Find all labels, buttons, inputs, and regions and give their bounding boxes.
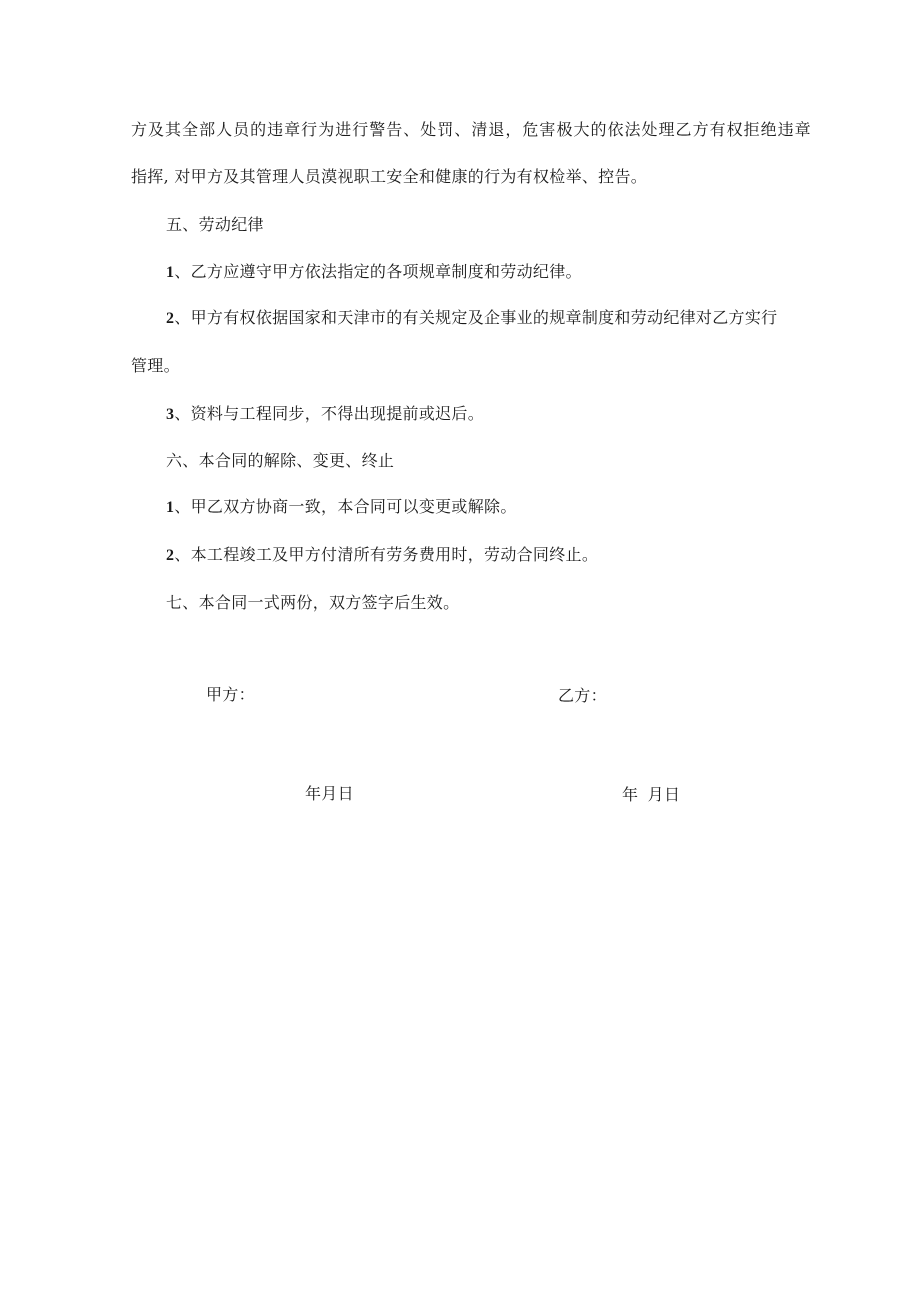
item-text: 、甲方有权依据国家和天津市的有关规定及企事业的规章制度和劳动纪律对乙方实行: [174, 308, 778, 327]
item-number: 2: [166, 547, 175, 564]
paragraph-line: 管理。: [131, 356, 180, 375]
list-item: [166, 497, 517, 518]
section-heading: 六、本合同的解除、变更、终止: [166, 451, 395, 470]
item-number: 3: [166, 406, 175, 423]
party-b-date: 年 月日: [622, 785, 681, 804]
item-text: 、甲乙双方协商一致，本合同可以变更或解除。: [174, 497, 517, 516]
party-a-date: 年月日: [305, 784, 354, 803]
item-text: 、资料与工程同步，不得出现提前或迟后。: [174, 404, 485, 423]
item-text: 、乙方应遵守甲方依法指定的各项规章制度和劳动纪律。: [174, 262, 582, 281]
item-text: 、本工程竣工及甲方付清所有劳务费用时，劳动合同终止。: [174, 545, 599, 564]
party-a-label: 甲方：: [206, 685, 255, 704]
section-heading: 五、劳动纪律: [166, 215, 264, 234]
item-number: 2: [166, 310, 175, 327]
paragraph-line: 方及其全部人员的违章行为进行警告、处罚、清退，危害极大的依法处理乙方有权拒绝违章: [131, 120, 811, 139]
item-number: 1: [166, 499, 175, 516]
list-item: [166, 308, 812, 329]
paragraph-line: 指挥, 对甲方及其管理人员漠视职工安全和健康的行为有权检举、控告。: [131, 167, 648, 186]
list-item: [166, 545, 598, 566]
item-number: 1: [166, 264, 175, 281]
section-heading: 七、本合同一式两份，双方签字后生效。: [166, 593, 460, 612]
party-b-label: 乙方：: [558, 686, 607, 705]
list-item: [166, 404, 484, 425]
list-item: [166, 262, 582, 283]
